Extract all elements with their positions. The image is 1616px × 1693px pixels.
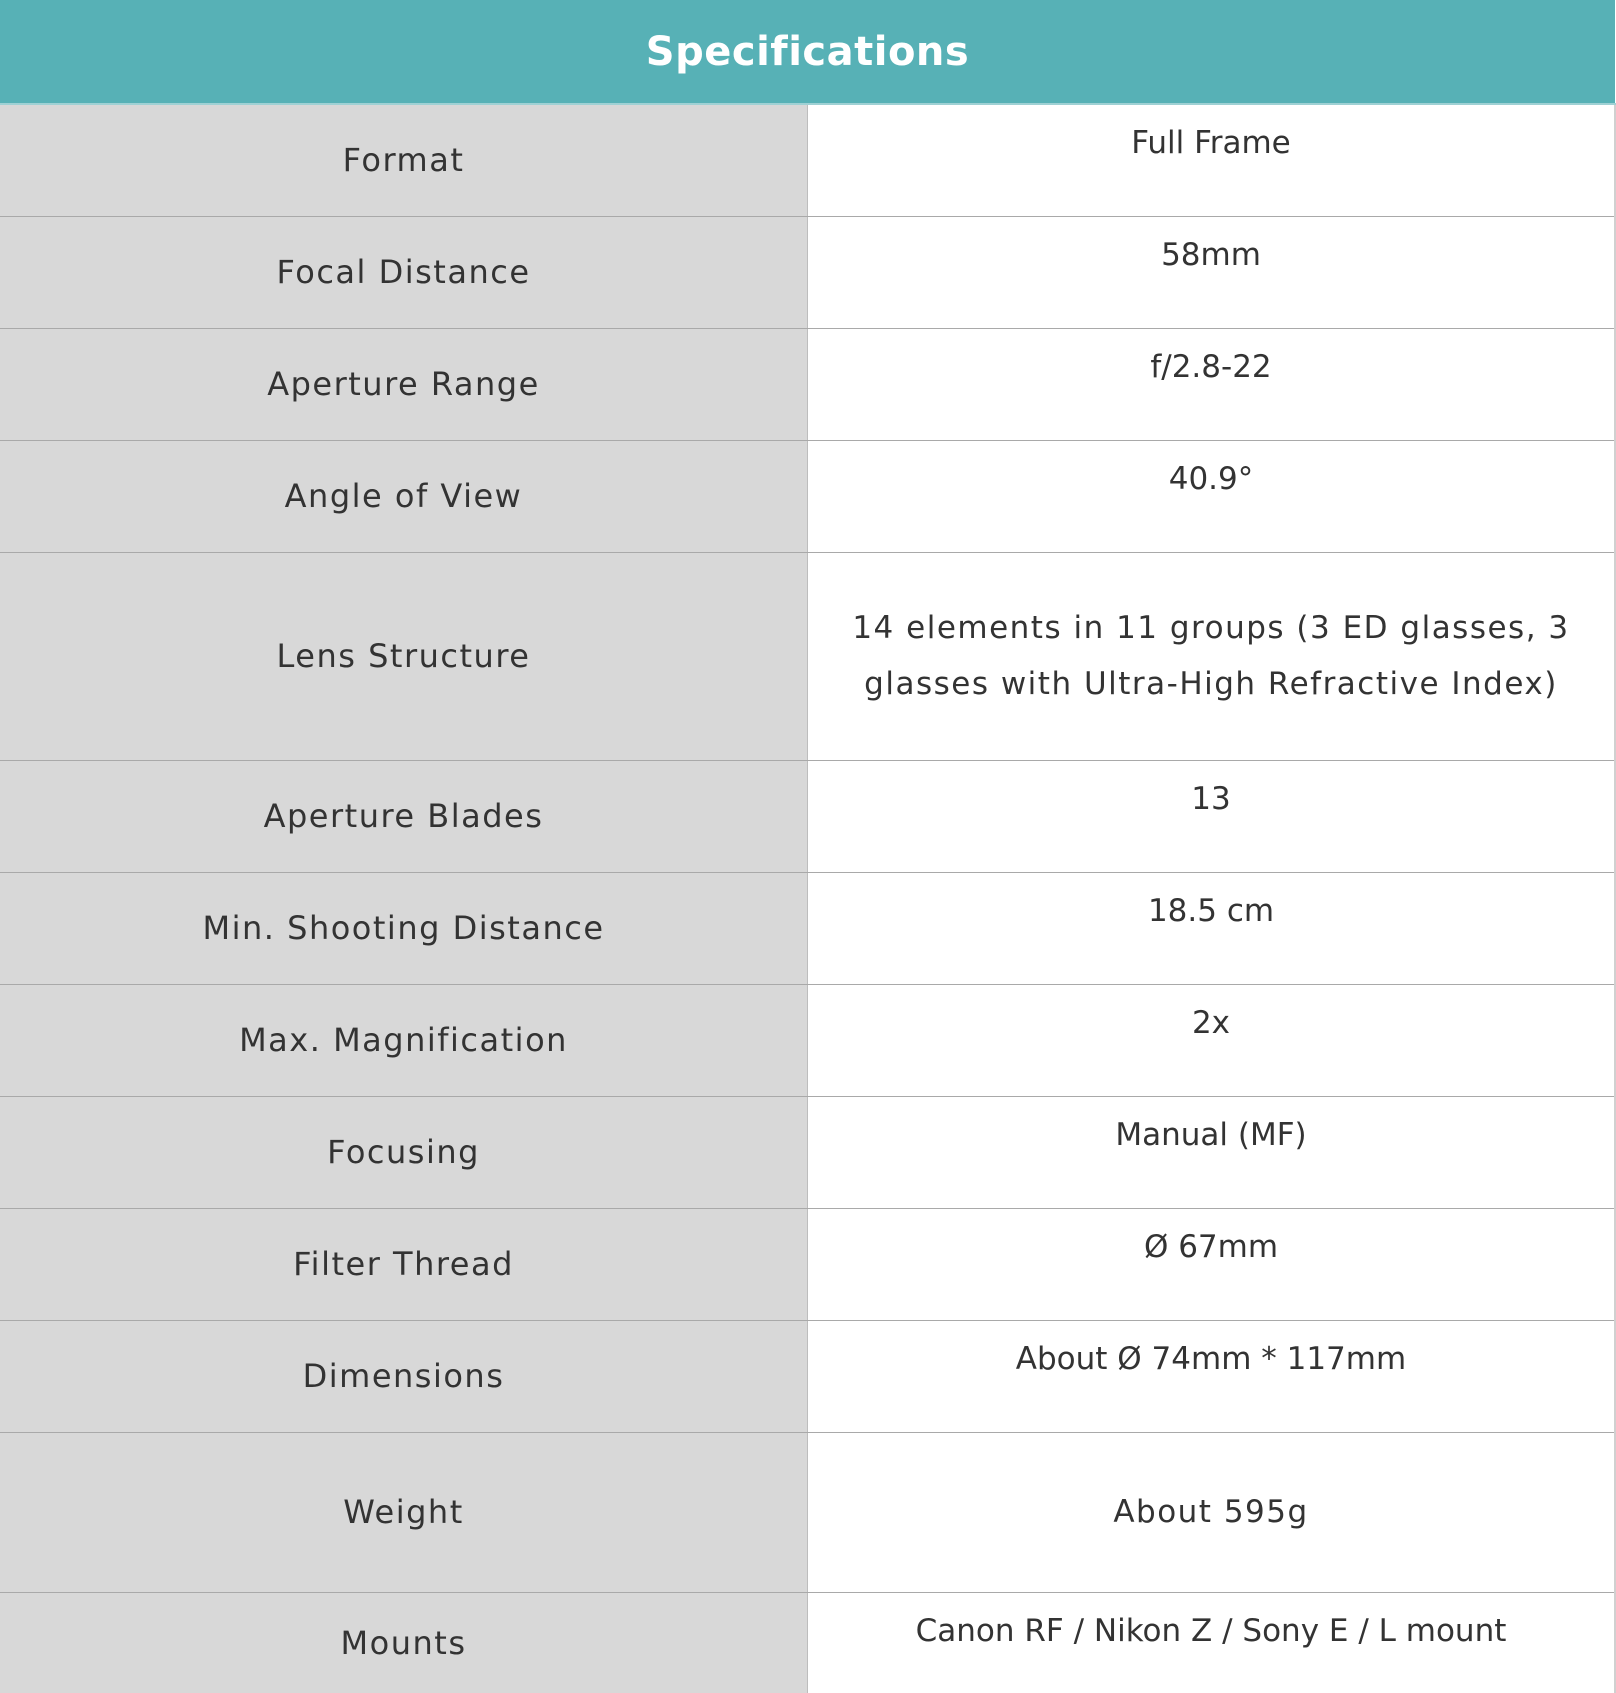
table-row [0,440,1615,552]
table-row [0,216,1615,328]
spec-label: Filter Thread [0,1208,808,1320]
spec-value: 40.9° [808,440,1616,552]
spec-value: Full Frame [808,104,1616,216]
table-row [0,1320,1615,1432]
spec-value: 14 elements in 11 groups (3 ED glasses, 3 glasses with Ultra-High Refractive Index) [808,552,1616,760]
spec-value: f/2.8-22 [808,328,1616,440]
spec-value: Ø 67mm [808,1208,1616,1320]
spec-value: 2x [808,984,1616,1096]
table-row [0,552,1615,760]
spec-value: 13 [808,760,1616,872]
spec-label: Aperture Blades [0,760,808,872]
table-row [0,1432,1615,1592]
spec-label: Dimensions [0,1320,808,1432]
table-row [0,1208,1615,1320]
spec-label: Focusing [0,1096,808,1208]
spec-value: Manual (MF) [808,1096,1616,1208]
spec-label: Min. Shooting Distance [0,872,808,984]
spec-label: Weight [0,1432,808,1592]
table-title: Specifications [0,0,1615,104]
spec-value: About Ø 74mm * 117mm [808,1320,1616,1432]
table-row [0,872,1615,984]
spec-label: Max. Magnification [0,984,808,1096]
spec-value: About 595g [808,1432,1616,1592]
spec-value: 18.5 cm [808,872,1616,984]
table-row [0,328,1615,440]
spec-label: Mounts [0,1592,808,1693]
table-row [0,984,1615,1096]
spec-label: Focal Distance [0,216,808,328]
spec-label: Angle of View [0,440,808,552]
spec-value: Canon RF / Nikon Z / Sony E / L mount [808,1592,1616,1693]
table-row [0,104,1615,216]
spec-label: Format [0,104,808,216]
table-row [0,760,1615,872]
spec-value: 58mm [808,216,1616,328]
table-row [0,1096,1615,1208]
spec-label: Lens Structure [0,552,808,760]
spec-label: Aperture Range [0,328,808,440]
table-row [0,1592,1615,1693]
